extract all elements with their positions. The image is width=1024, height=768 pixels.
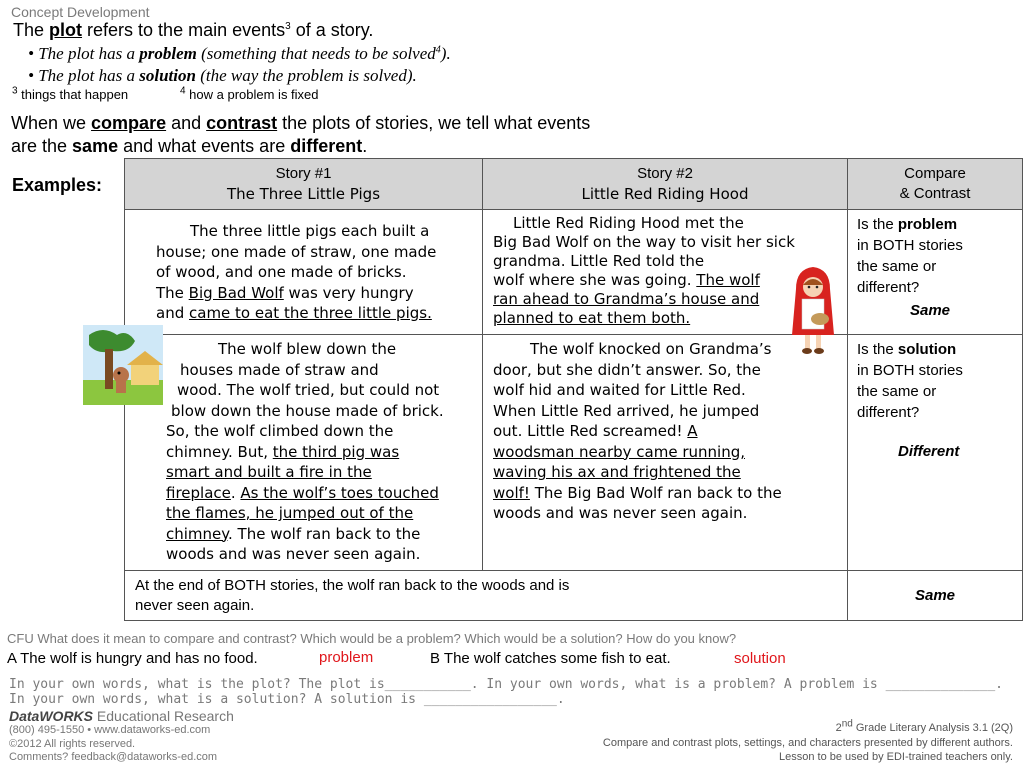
cfu-question: CFU What does it mean to compare and contrast? Which would be a problem? Which would be a solution? How do you know?: [7, 631, 737, 646]
problem-compare-cell: Is the problem in BOTH stories the same or different? Same: [848, 210, 1023, 335]
option-a-answer: problem: [319, 649, 374, 666]
section-label: Concept Development: [11, 4, 150, 20]
story2-problem-cell: Little Red Riding Hood met the Big Bad Wolf on the way to visit her sick grandma. Little Red told the wolf where she was going. The wolf ran ahead to Grandma’s house and planned to eat them both.: [483, 210, 848, 335]
compare-table: [124, 158, 1023, 621]
table-row: [125, 210, 1023, 335]
problem-answer: Same: [910, 302, 951, 319]
story1-problem-cell: The three little pigs each built a house; one made of straw, one made of wood, and one made of bricks. The Big Bad Wolf was very hungry and came to eat the three little pigs.: [125, 210, 483, 335]
story2-header: Story #2 Little Red Riding Hood: [483, 159, 848, 210]
own-words-prompt-1: In your own words, what is the plot? The plot is___________. In your own words, what is a problem? A problem is ______________.: [9, 677, 1003, 692]
footnote-3: $^3$ things that happen: [12, 85, 129, 102]
plot-definition: The plot refers to the main events$^3$ of a story.: [13, 20, 374, 40]
pigs-house-illustration-icon: [83, 325, 163, 405]
story1-header: Story #1 The Three Little Pigs: [125, 159, 483, 210]
own-words-prompt-2: In your own words, what is a solution? A solution is _________________.: [9, 692, 565, 707]
contact-line: (800) 495-1550 • www.dataworks-ed.com: [9, 724, 211, 736]
copyright: ©2012 All rights reserved.: [9, 738, 136, 750]
examples-label: Examples:: [12, 175, 103, 195]
solution-compare-cell: Is the solution in BOTH stories the same or different? Different: [848, 335, 1023, 571]
feedback-line: Comments? feedback@dataworks-ed.com: [9, 751, 218, 763]
plot-term: plot: [49, 20, 83, 40]
option-b-answer: solution: [734, 650, 786, 667]
solution-answer: Different: [898, 443, 960, 460]
table-row: [125, 335, 1023, 571]
option-b: B The wolf catches some fish to eat.: [430, 650, 671, 667]
bullet-problem: • The plot has a problem (something that needs to be solved$^4$).: [28, 44, 451, 63]
story1-solution-cell: The wolf blew down the houses made of straw and wood. The wolf tried, but could not blow down the house made of brick. So, the wolf climbed down the chimney. But, the third pig was smart and built a fire in the fireplace. As the wolf’s toes touched the flames, he jumped out of the chimney. The wolf ran back to the woods and was never seen again.: [125, 335, 483, 571]
ending-cell: At the end of BOTH stories, the wolf ran back to the woods and is never seen again.: [125, 571, 848, 621]
story2-solution-cell: The wolf knocked on Grandma’s door, but she didn’t answer. So, the wolf hid and waited for Little Red. When Little Red arrived, he jumped out. Little Red screamed! A woodsman nearby came running, waving his ax and frightened the wolf! The Big Bad Wolf ran back to the woods and was never seen again.: [483, 335, 848, 571]
little-red-riding-hood-illustration-icon: [788, 265, 838, 355]
option-a: A The wolf is hungry and has no food.: [7, 650, 258, 667]
compare-header: Compare & Contrast: [848, 159, 1023, 210]
lesson-title: 2nd Grade Literary Analysis 3.1 (2Q): [835, 718, 1013, 734]
brand-logo: DataWORKS Educational Research: [9, 708, 234, 724]
lesson-standard: Compare and contrast plots, settings, and characters presented by different authors.: [602, 737, 1013, 749]
compare-contrast-intro: When we compare and contrast the plots of stories, we tell what events are the same and what events are different.: [11, 113, 591, 156]
lesson-note: Lesson to be used by EDI-trained teachers only.: [779, 751, 1013, 763]
footnote-4: $^4$ how a problem is fixed: [180, 85, 319, 102]
ending-answer: Same: [914, 586, 956, 604]
bullet-solution: • The plot has a solution (the way the problem is solved).: [28, 66, 417, 85]
table-header-row: [125, 159, 1023, 210]
ending-compare-cell: [848, 571, 1023, 621]
table-row: [125, 571, 1023, 621]
